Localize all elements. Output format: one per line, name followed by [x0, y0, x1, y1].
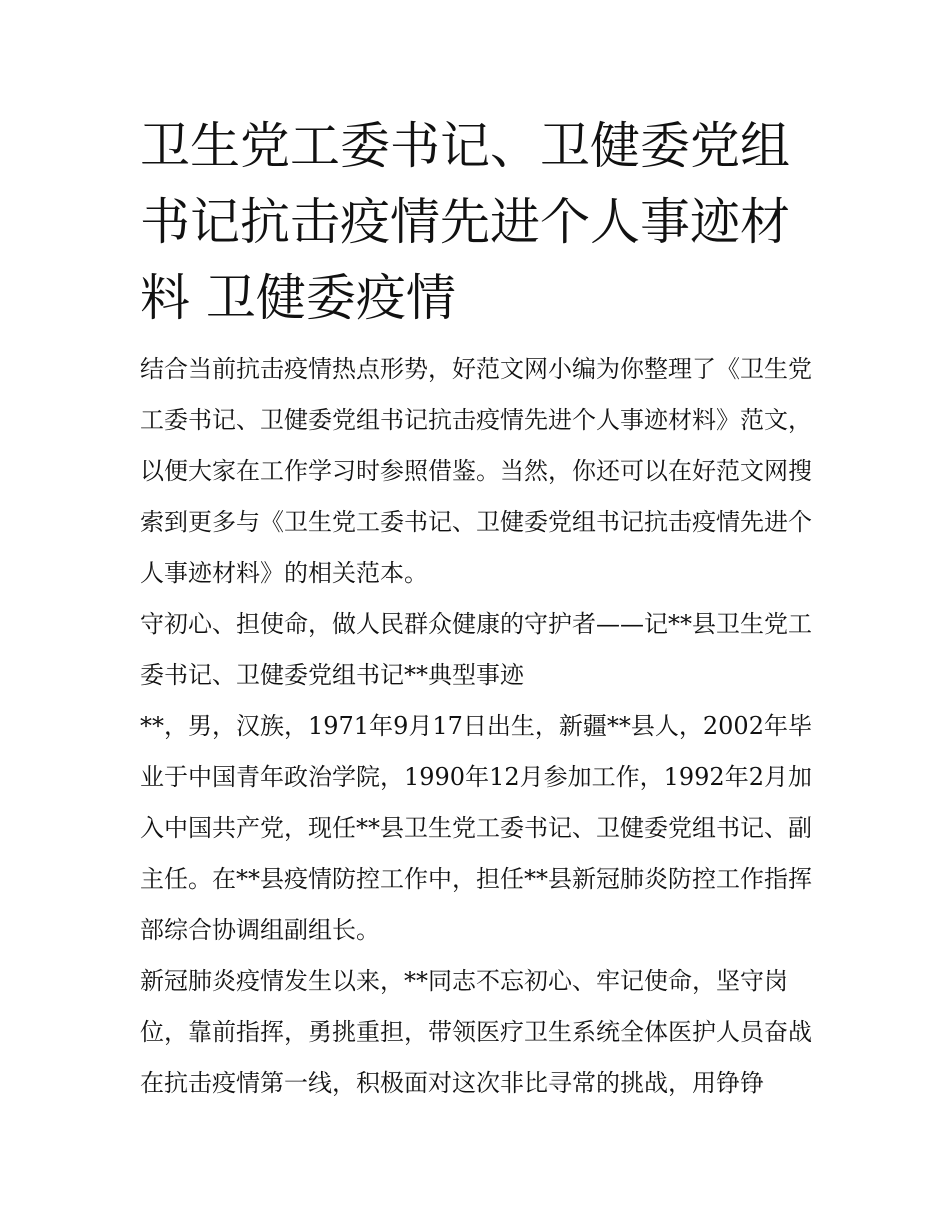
profile-paragraph: **，男，汉族，1971年9月17日出生，新疆**县人，2002年毕业于中国青年政治学院，1990年12月参加工作，1992年2月加入中国共产党，现任**县卫生党工委书记、卫健委党组书记、副主任。在**县疫情防控工作中，担任**县新冠肺炎防控工作指挥部综合协调组副组长。 — [140, 712, 812, 944]
subtitle-paragraph: 守初心、担使命，做人民群众健康的守护者——记**县卫生党工委书记、卫健委党组书记**典型事迹 — [140, 610, 812, 689]
body-paragraph: 新冠肺炎疫情发生以来，**同志不忘初心、牢记使命，坚守岗位，靠前指挥，勇挑重担，带领医疗卫生系统全体医护人员奋战在抗击疫情第一线，积极面对这次非比寻常的挑战，用铮铮 — [140, 967, 812, 1097]
document-title: 卫生党工委书记、卫健委党组书记抗击疫情先进个人事迹材料 卫健委疫情 — [140, 117, 790, 327]
intro-paragraph: 结合当前抗击疫情热点形势，好范文网小编为你整理了《卫生党工委书记、卫健委党组书记抗击疫情先进个人事迹材料》范文，以便大家在工作学习时参照借鉴。当然，你还可以在好范文网搜索到更多与《卫生党工委书记、卫健委党组书记抗击疫情先进个人事迹材料》的相关范本。 — [140, 355, 812, 587]
document-page — [140, 108, 812, 1109]
